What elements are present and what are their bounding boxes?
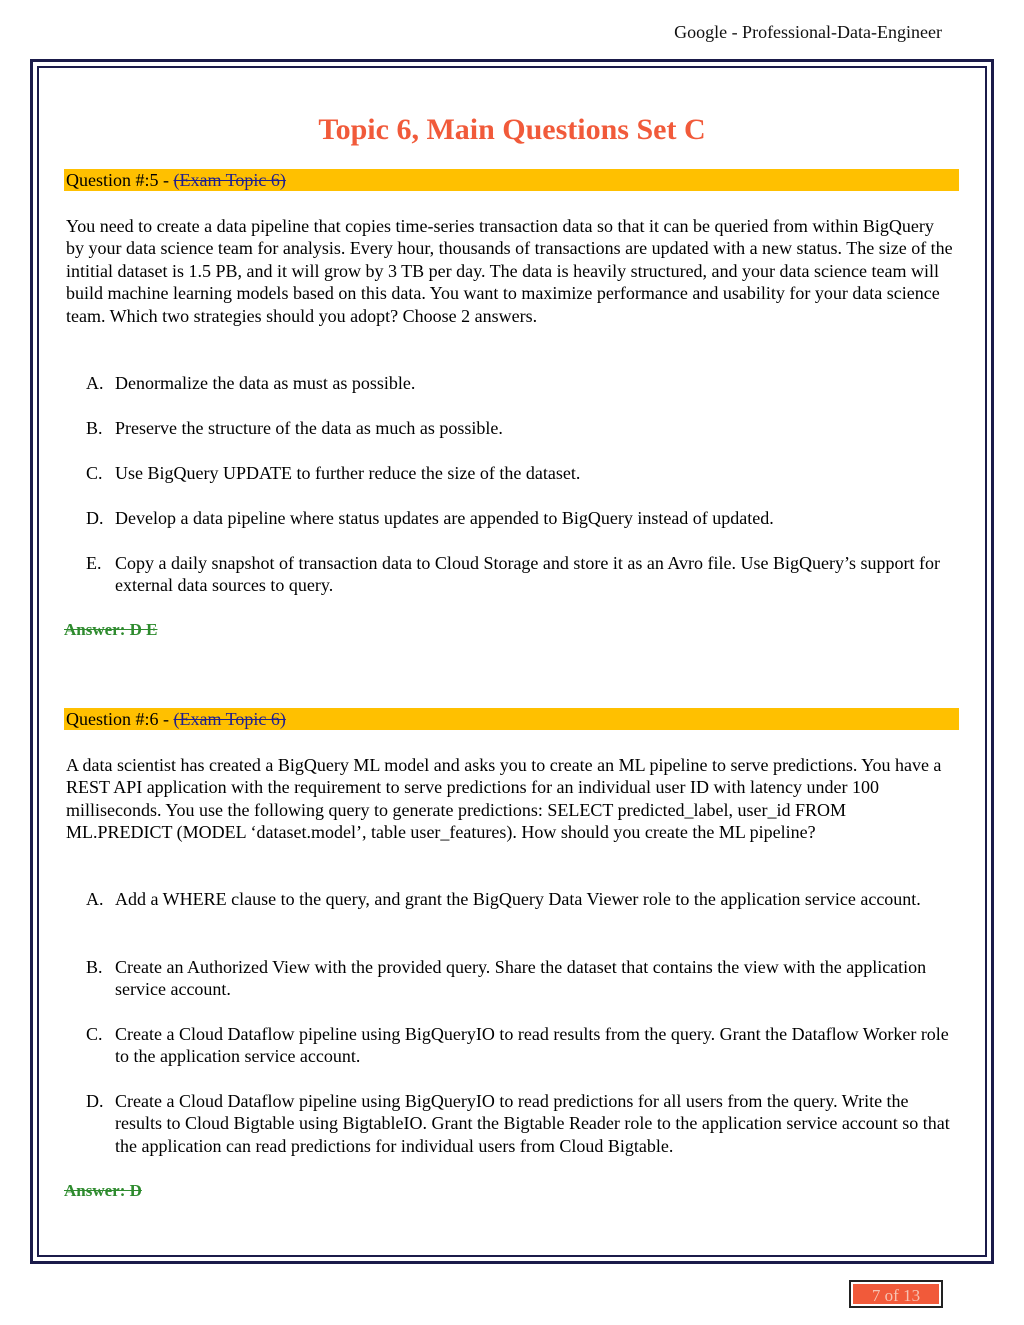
question-header-6 xyxy=(64,708,959,730)
option-6c xyxy=(86,1023,956,1068)
answer-5: Answer: D E xyxy=(64,620,158,639)
topic-title: Topic 6, Main Questions Set C xyxy=(318,113,706,146)
option-6d xyxy=(86,1090,956,1157)
question-text-5: You need to create a data pipeline that copies time-series transaction data so that it can be queried from within BigQuery by your data science team for analysis. Every hour, thousands of transactions are updated with a new status. The size of the intitial dataset is 1.5 PB, and it will grow by 3 TB per day. The data is heavily structured, and your data science team will build machine learning models based on this data. You want to maximize performance and usability for your data science team. Which two strategies should you adopt? Choose 2 answers. xyxy=(66,216,953,326)
option-letter: C. xyxy=(86,463,103,483)
option-letter: B. xyxy=(86,418,103,438)
option-6a xyxy=(86,888,956,910)
option-text: Preserve the structure of the data as much as possible. xyxy=(115,418,503,438)
question-header-5 xyxy=(64,169,959,191)
option-letter: C. xyxy=(86,1024,103,1044)
option-text: Develop a data pipeline where status updates are appended to BigQuery instead of updated. xyxy=(115,508,774,528)
option-letter: D. xyxy=(86,508,104,528)
question-label: Question #:6 - xyxy=(66,709,174,729)
option-text: Create a Cloud Dataflow pipeline using BigQueryIO to read results from the query. Grant the Dataflow Worker role to the application service account. xyxy=(115,1024,949,1067)
answer-6: Answer: D xyxy=(64,1181,142,1200)
option-letter: A. xyxy=(86,373,104,393)
option-letter: D. xyxy=(86,1091,104,1111)
option-6b xyxy=(86,956,956,1001)
exam-topic-link[interactable]: (Exam Topic 6) xyxy=(173,170,286,190)
page-number-box xyxy=(849,1280,943,1308)
option-text: Copy a daily snapshot of transaction data to Cloud Storage and store it as an Avro file. Use BigQuery’s support for external data sources to query. xyxy=(115,553,941,596)
option-5c xyxy=(86,462,956,484)
option-5e xyxy=(86,552,956,597)
option-text: Create an Authorized View with the provided query. Share the dataset that contains the view with the application service account. xyxy=(115,957,927,1000)
option-5a xyxy=(86,372,956,394)
question-text-6: A data scientist has created a BigQuery ML model and asks you to create an ML pipeline to serve predictions. You have a REST API application with the requirement to serve predictions for an individual user ID with latency under 100 milliseconds. You use the following query to generate predictions: SELECT predicted_label, user_id FROM ML.PREDICT (MODEL ‘dataset.model’, table user_features). How should you create the ML pipeline? xyxy=(66,755,942,843)
option-5d xyxy=(86,507,956,529)
option-letter: A. xyxy=(86,889,104,909)
option-text: Denormalize the data as must as possible. xyxy=(115,373,416,393)
option-letter: B. xyxy=(86,957,103,977)
option-letter: E. xyxy=(86,553,102,573)
option-text: Use BigQuery UPDATE to further reduce the size of the dataset. xyxy=(115,463,581,483)
page-number: 7 of 13 xyxy=(853,1284,939,1304)
question-label: Question #:5 - xyxy=(66,170,174,190)
option-text: Add a WHERE clause to the query, and grant the BigQuery Data Viewer role to the application service account. xyxy=(115,889,921,909)
option-5b xyxy=(86,417,956,439)
document-header: Google - Professional-Data-Engineer xyxy=(674,22,942,42)
exam-topic-link[interactable]: (Exam Topic 6) xyxy=(173,709,286,729)
option-text: Create a Cloud Dataflow pipeline using BigQueryIO to read predictions for all users from the query. Write the results to Cloud Bigtable using BigtableIO. Grant the Bigtable Reader role to the application service account so that the application can read predictions for individual users from Cloud Bigtable. xyxy=(115,1091,950,1156)
